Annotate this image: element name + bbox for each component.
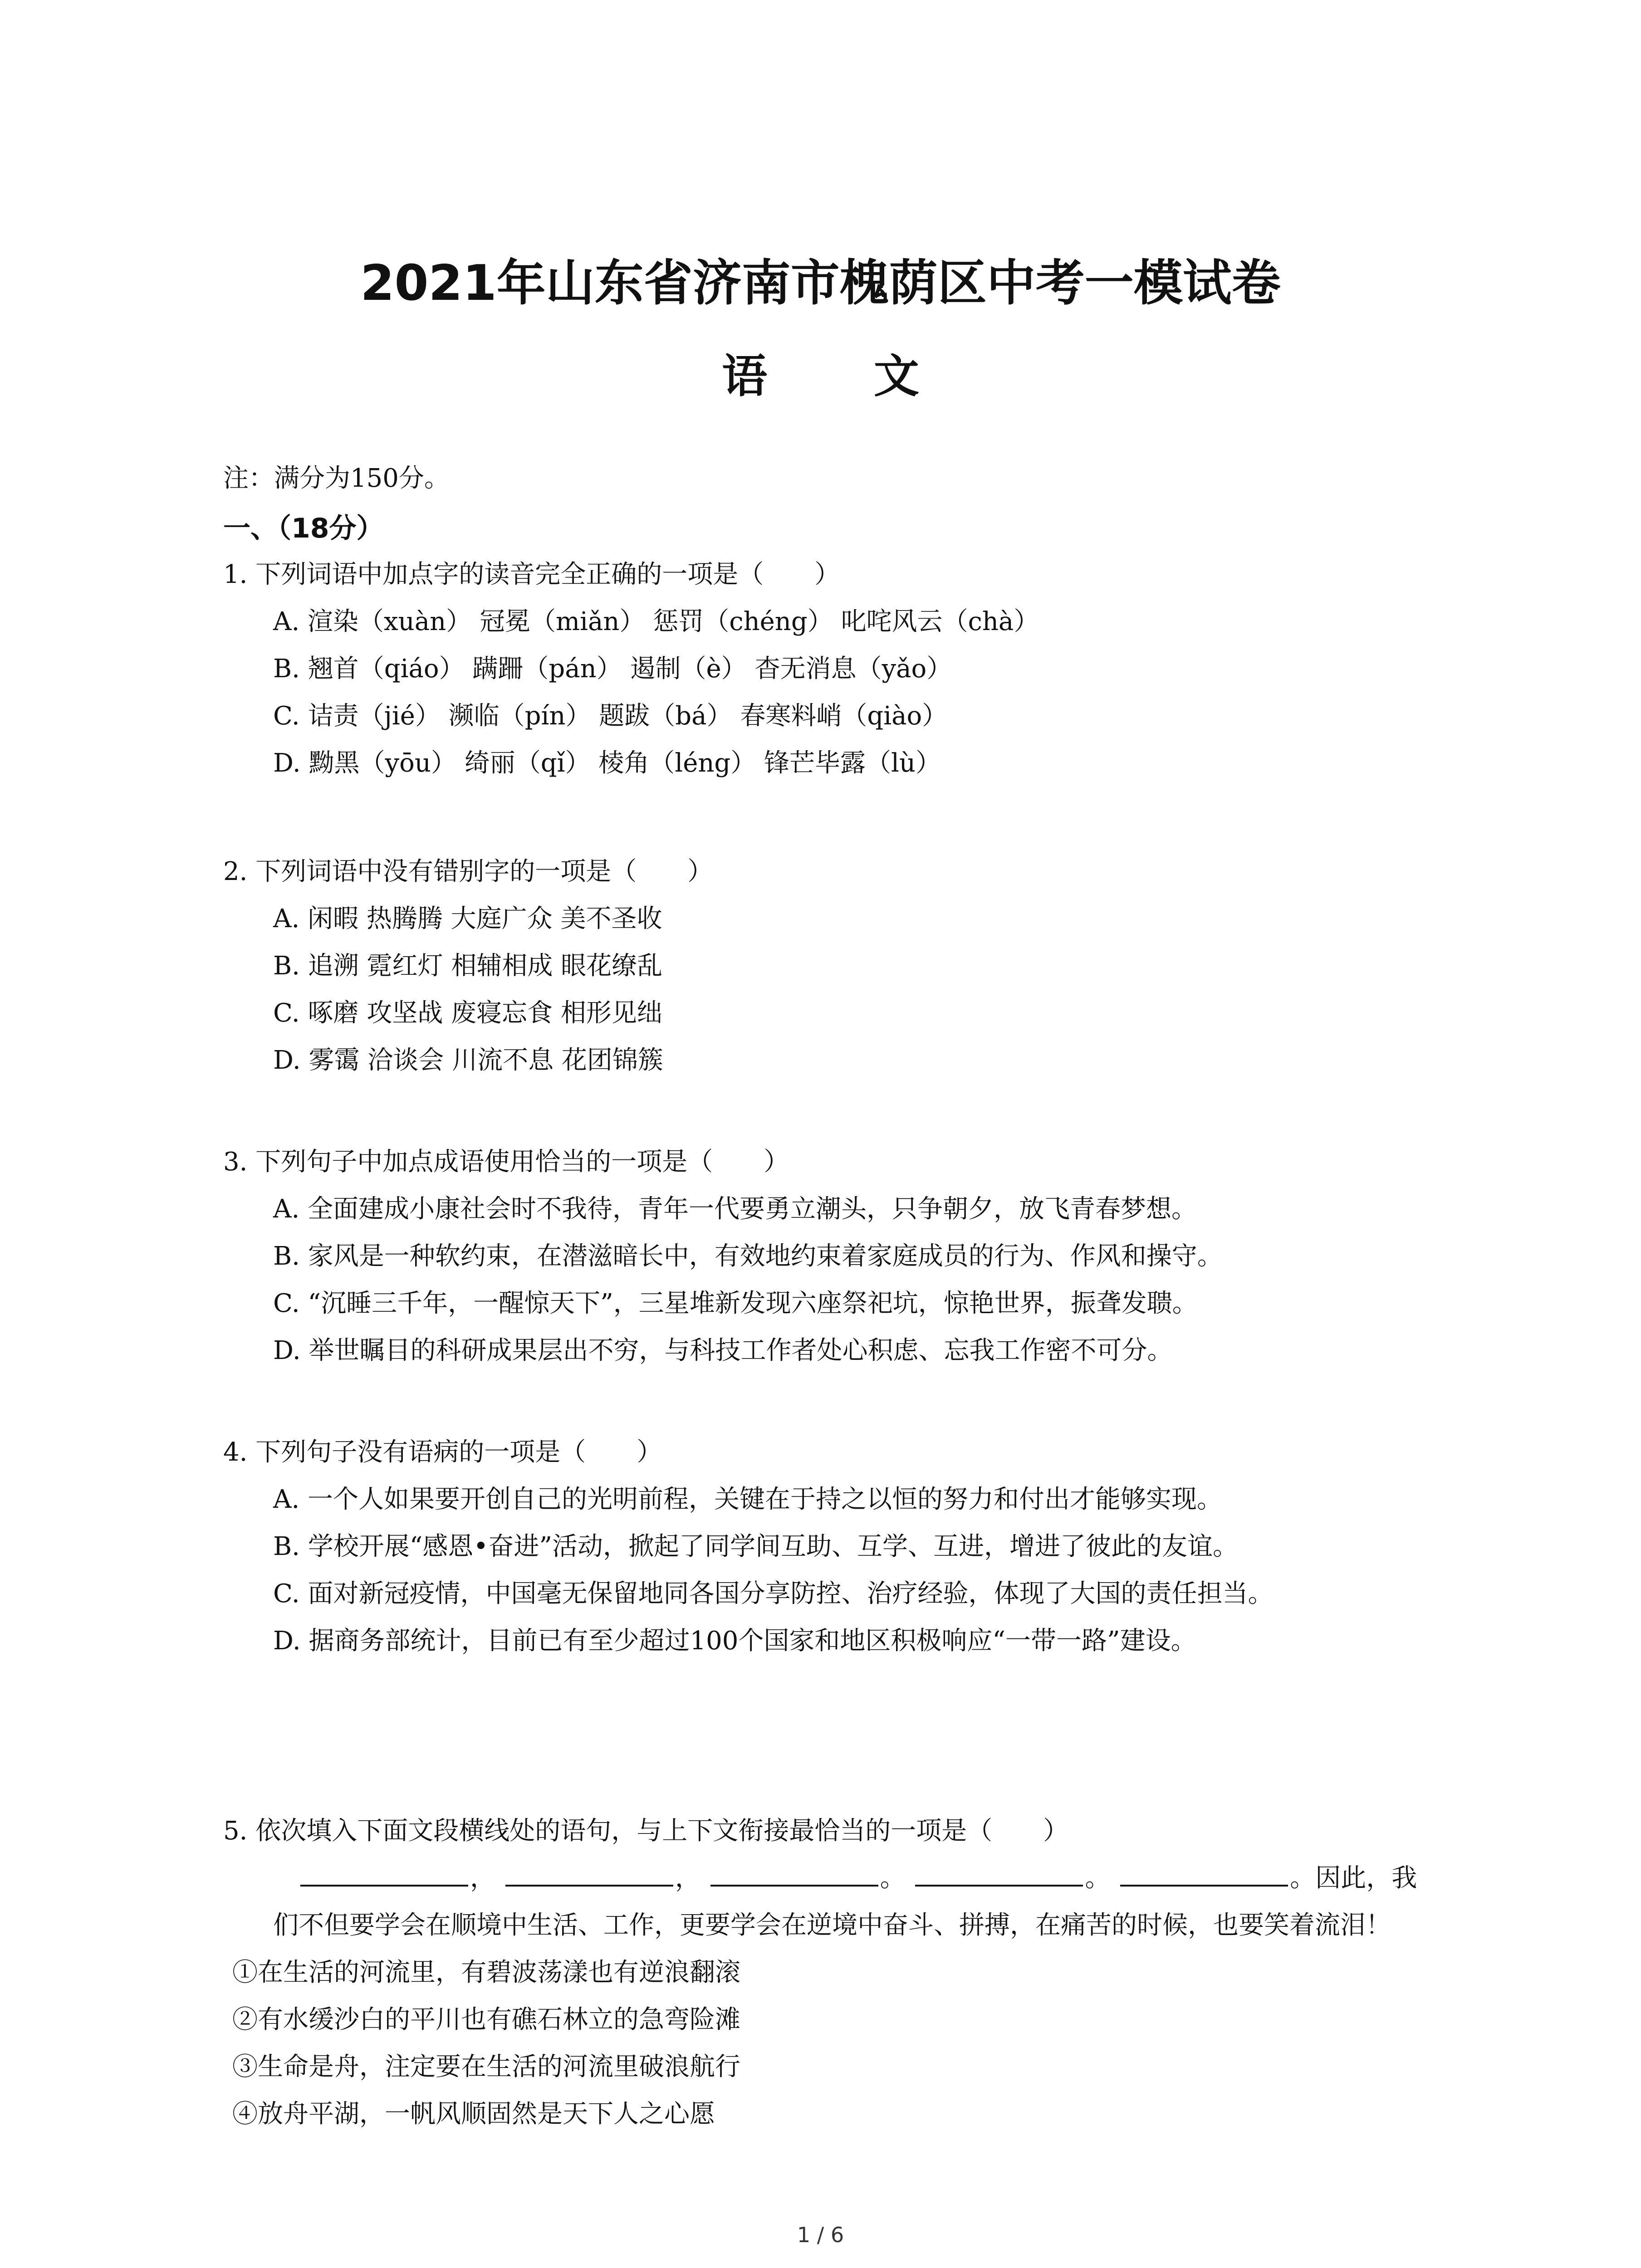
question-5 [223,1808,1439,2138]
blank-5[interactable] [1120,1863,1288,1887]
question-stem: 2. 下列词语中没有错别字的一项是（ ） [223,857,713,886]
option-c: C. 面对新冠疫情，中国毫无保留地同各国分享防控、治疗经验，体现了大国的责任担当。 [273,1579,1274,1608]
option-a: A. 渲染（xuàn） 冠冕（miǎn） 惩罚（chéng） 叱咤风云（chà） [273,607,1039,636]
sentence-item-4: ④放舟平湖，一帆风顺固然是天下人之心愿 [232,2099,715,2129]
sentence-item-1: ①在生活的河流里，有碧波荡漾也有逆浪翻滚 [232,1958,740,1987]
passage: ， ， 。 。 。因此，我们不但要学会在顺境中生活、工作，更要学会在逆境中奋斗、拼搏，在痛苦的时候，也要笑着流泪！ [273,1863,1417,1940]
exam-subject: 语 文 [722,350,965,403]
page-number: 1 / 6 [797,2223,844,2247]
section-heading: 一、（18分） [223,513,384,544]
question-stem: 3. 下列句子中加点成语使用恰当的一项是（ ） [223,1147,789,1177]
option-c: C. 诘责（jié） 濒临（pín） 题跋（bá） 春寒料峭（qiào） [273,701,948,731]
blank-3[interactable] [710,1863,878,1887]
option-b: B. 学校开展“感恩•奋进”活动，掀起了同学间互助、互学、互进，增进了彼此的友谊。 [273,1532,1239,1561]
question-3 [223,1139,1439,1374]
blank-1[interactable] [300,1863,468,1887]
option-d: D. 举世瞩目的科研成果层出不穷，与科技工作者处心积虑、忘我工作密不可分。 [273,1336,1173,1365]
option-c: C. “沉睡三千年，一醒惊天下”，三星堆新发现六座祭祀坑，惊艳世界，振聋发聩。 [273,1289,1198,1318]
option-c: C. 啄磨 攻坚战 废寝忘食 相形见绌 [273,998,662,1028]
sentence-item-3: ③生命是舟，注定要在生活的河流里破浪航行 [232,2052,740,2082]
question-stem: 5. 依次填入下面文段横线处的语句，与上下文衔接最恰当的一项是（ ） [223,1816,1069,1846]
option-b: B. 家风是一种软约束，在潜滋暗长中，有效地约束着家庭成员的行为、作风和操守。 [273,1242,1223,1271]
question-1 [223,551,1439,787]
option-b: B. 翘首（qiáo） 蹒跚（pán） 遏制（è） 杳无消息（yǎo） [273,654,952,684]
blank-4[interactable] [915,1863,1083,1887]
option-d: D. 雾霭 洽谈会 川流不息 花团锦簇 [273,1046,663,1075]
question-2 [223,848,1439,1084]
score-note: 注：满分为150分。 [223,464,450,493]
passage-rest: 此，我们不但要学会在顺境中生活、工作，更要学会在逆境中奋斗、拼搏，在痛苦的时候，也要笑着流泪！ [273,1863,1417,1940]
option-d: D. 据商务部统计，目前已有至少超过100个国家和地区积极响应“一带一路”建设。 [273,1626,1196,1656]
option-a: A. 全面建成小康社会时不我待，青年一代要勇立潮头，只争朝夕，放飞青春梦想。 [273,1194,1197,1224]
option-d: D. 黝黑（yōu） 绮丽（qǐ） 棱角（léng） 锋芒毕露（lù） [273,748,941,778]
blank-2[interactable] [505,1863,673,1887]
option-a: A. 闲暇 热腾腾 大庭广众 美不圣收 [273,904,662,934]
option-b: B. 追溯 霓红灯 相辅相成 眼花缭乱 [273,951,663,981]
question-stem: 4. 下列句子没有语病的一项是（ ） [223,1437,662,1467]
exam-title: 2021年山东省济南市槐荫区中考一模试卷 [360,255,1281,312]
question-stem: 1. 下列词语中加点字的读音完全正确的一项是（ ） [223,560,840,589]
sentence-item-2: ②有水缓沙白的平川也有礁石林立的急弯险滩 [232,2005,740,2034]
question-4 [223,1429,1439,1665]
option-a: A. 一个人如果要开创自己的光明前程，关键在于持之以恒的努力和付出才能够实现。 [273,1485,1223,1514]
